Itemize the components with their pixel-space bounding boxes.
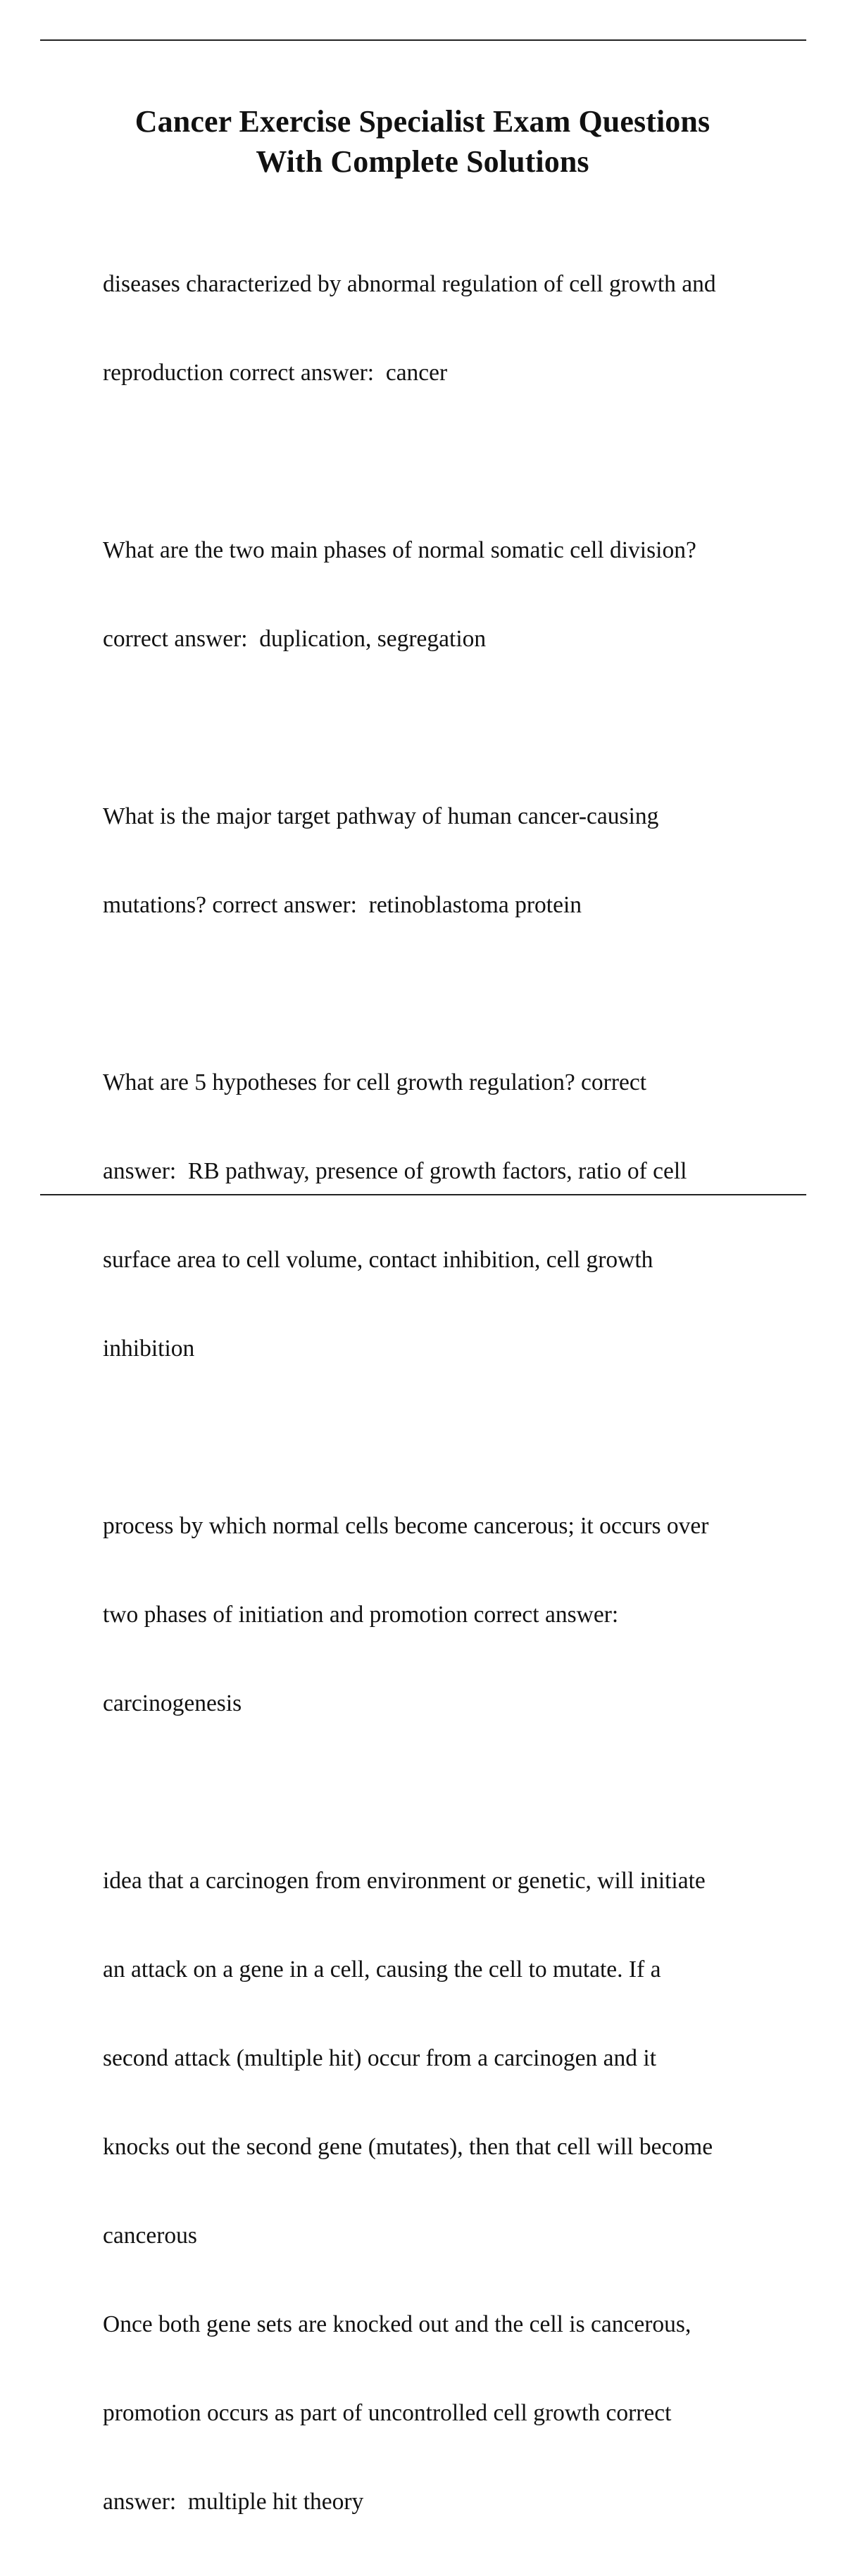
- document-title: [70, 101, 775, 182]
- qa-line: What are 5 hypotheses for cell growth regulation? correct: [103, 1069, 647, 1095]
- top-rule: [40, 39, 806, 41]
- qa-line: two phases of initiation and promotion correct answer:: [103, 1602, 619, 1628]
- qa-item: [103, 743, 772, 979]
- qa-line: mutations? correct answer: retinoblastoma protein: [103, 892, 582, 918]
- qa-line: an attack on a gene in a cell, causing the cell to mutate. If a: [103, 1956, 661, 1983]
- qa-line: What are the two main phases of normal somatic cell division?: [103, 537, 696, 563]
- qa-line: answer: multiple hit theory: [103, 2489, 364, 2515]
- qa-item: [103, 477, 772, 713]
- title-line: With Complete Solutions: [256, 144, 589, 179]
- qa-item: [103, 1009, 772, 1423]
- qa-item: [103, 1452, 772, 1778]
- qa-line: process by which normal cells become cancerous; it occurs over: [103, 1513, 709, 1539]
- qa-line: cancerous: [103, 2223, 197, 2249]
- qa-list: [103, 211, 772, 2576]
- qa-line: What is the major target pathway of human cancer-causing: [103, 803, 659, 829]
- qa-item: [103, 211, 772, 447]
- qa-line: idea that a carcinogen from environment or genetic, will initiate: [103, 1868, 706, 1894]
- qa-line: Once both gene sets are knocked out and the cell is cancerous,: [103, 2311, 691, 2337]
- qa-line: inhibition: [103, 1336, 195, 1362]
- qa-line: surface area to cell volume, contact inhibition, cell growth: [103, 1247, 653, 1273]
- qa-line: answer: RB pathway, presence of growth factors, ratio of cell: [103, 1158, 687, 1184]
- qa-line: correct answer: duplication, segregation: [103, 626, 487, 652]
- qa-line: diseases characterized by abnormal regulation of cell growth and: [103, 271, 716, 297]
- bottom-rule: [40, 1194, 806, 1195]
- qa-line: reproduction correct answer: cancer: [103, 360, 448, 386]
- qa-item: [103, 1807, 772, 2576]
- qa-line: promotion occurs as part of uncontrolled cell growth correct: [103, 2400, 672, 2426]
- qa-line: carcinogenesis: [103, 1690, 242, 1716]
- title-line: Cancer Exercise Specialist Exam Questions: [134, 104, 711, 139]
- qa-line: second attack (multiple hit) occur from a carcinogen and it: [103, 2045, 657, 2071]
- qa-line: knocks out the second gene (mutates), then that cell will become: [103, 2134, 713, 2160]
